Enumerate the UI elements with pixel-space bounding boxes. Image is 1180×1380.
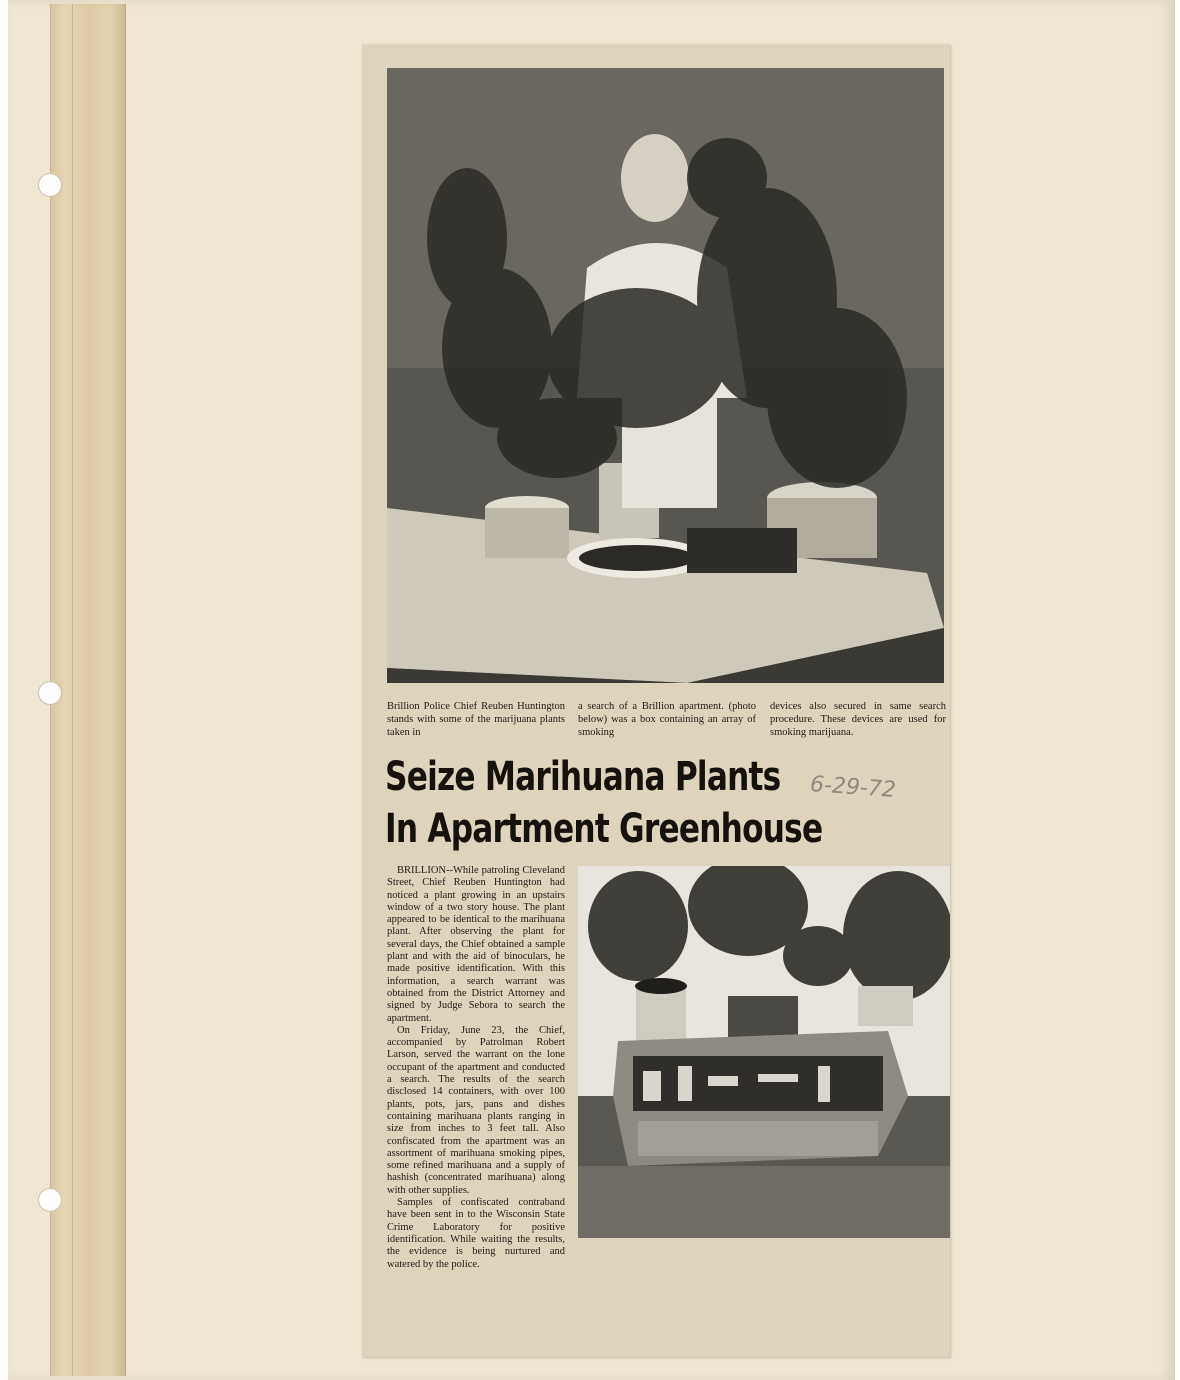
article-paragraph: Samples of confiscated contraband have been sent in to the Wisconsin State Crime Laboratory for positive identification. While waiting the results, the evidence is being nurtured and watered by the police. [387,1197,565,1270]
photo-chief-with-plants [387,68,944,683]
article-paragraph: BRILLION--While patroling Cleveland Street, Chief Reuben Huntington had noticed a plant growing in an upstairs window of a two story house. The plant appeared to be identical to the marihuana plant. After observing the plant for several days, the Chief obtained a sample plant and with the aid of binoculars, he made positive identification. With this information, a search warrant was obtained from the District Attorney and signed by Judge Sebora to search the apartment. [387,865,565,1024]
photo-smoking-devices-box [578,866,950,1238]
binder-hole-middle [38,681,62,705]
headline-line1: Seize Marihuana Plants [385,754,781,800]
binding-fold-line [72,4,73,1376]
article-body [387,865,565,1271]
article-paragraph: On Friday, June 23, the Chief, accompanied by Patrolman Robert Larson, served the warrant on the lone occupant of the apartment and conducted a search. The results of the search disclosed 14 containers, with over 100 plants, pots, jars, pans and dishes containing marihuana plants ranging in size from inches to 3 feet tall. Also confiscated from the apartment was an assortment of marihuana smoking pipes, some refined marihuana and a supply of hashish (concentrated marihuana) along with other supplies. [387,1024,565,1196]
photo-caption-col3: devices also secured in same search procedure. These devices are used for smoking marijuana. [770,701,946,738]
headline-line2: In Apartment Greenhouse [385,806,823,852]
handwritten-date: 6-29-72 [809,772,897,803]
binder-hole-top [38,173,62,197]
photo-caption-col2: a search of a Brillion apartment. (photo below) was a box containing an array of smoking [578,701,756,738]
photo-caption-col1: Brillion Police Chief Reuben Huntington stands with some of the marijuana plants taken in [387,701,565,738]
binder-hole-bottom [38,1188,62,1212]
